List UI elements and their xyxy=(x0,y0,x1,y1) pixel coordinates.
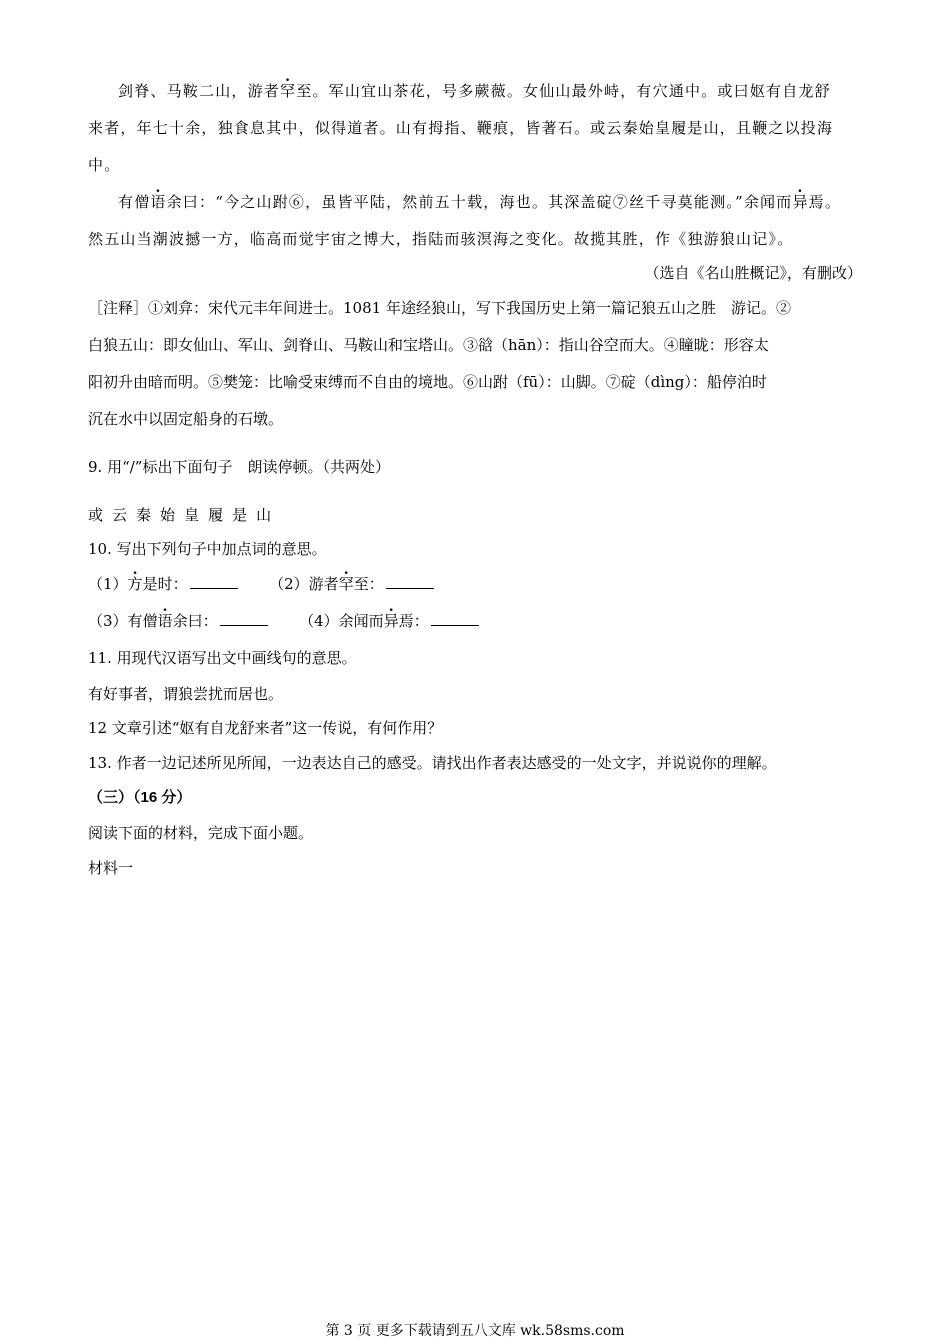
sentence-char: 或 xyxy=(88,506,104,524)
passage-text: 焉。 xyxy=(808,193,842,211)
question-12: 12 文章引述“妪有自龙舒来者”这一传说，有何作用？ xyxy=(88,719,443,737)
dotted-char: 罕 xyxy=(338,575,354,593)
sentence-char: 始 xyxy=(160,506,176,524)
passage-text: 有僧 xyxy=(118,193,151,211)
sentence-char: 云 xyxy=(112,506,128,524)
sub-question-text: 是时： xyxy=(142,575,188,593)
question-13: 13. 作者一边记述所见所闻，一边表达自己的感受。请找出作者表达感受的一处文字，并说说你的理解。 xyxy=(88,754,777,772)
sentence-char: 是 xyxy=(232,506,248,524)
sub-question-text: 余曰： xyxy=(172,612,218,630)
answer-blank[interactable] xyxy=(190,574,238,589)
dotted-char: 语 xyxy=(150,193,167,211)
note-line: 阳初升由暗而明。⑤樊笼：比喻受束缚而不自由的境地。⑥山跗（fū）：山脚。⑦碇（dìng）：船停泊时 xyxy=(88,373,767,391)
sub-question-label: （1） xyxy=(88,575,128,593)
question-11-sentence: 有好事者，谓狼尝扰而居也。 xyxy=(88,685,284,703)
question-10-row xyxy=(88,610,862,632)
passage-line: 然五山当潮波撼一方，临高而觉宇宙之博大，指陆而骇溟海之变化。故揽其胜，作《独游狼山记》。 xyxy=(88,230,794,248)
sentence-char: 皇 xyxy=(184,506,200,524)
question-9: 9. 用“/”标出下面句子 朗读停顿。（共两处） xyxy=(88,458,390,476)
dotted-char: 异 xyxy=(792,193,809,211)
sub-question-label: （2）游者 xyxy=(269,575,339,593)
section-instruction: 阅读下面的材料，完成下面小题。 xyxy=(88,824,314,842)
dotted-char: 异 xyxy=(383,612,399,630)
dotted-char: 罕 xyxy=(280,82,297,100)
sub-question-text: 焉： xyxy=(398,612,429,630)
note-line: 白狼五山：即女仙山、军山、剑脊山、马鞍山和宝塔山。③谽（hān）：指山谷空而大。④瞳昽：形容太 xyxy=(88,336,769,354)
passage-line xyxy=(118,80,862,102)
passage-text: 至。军山宜山茶花，号多蕨薇。女仙山最外峙，有穴通中。或曰妪有自龙舒 xyxy=(296,82,831,100)
question-10: 10. 写出下列句子中加点词的意思。 xyxy=(88,540,327,558)
passage-line: 中。 xyxy=(88,156,121,174)
sub-question-label: （4）余闻而 xyxy=(299,612,384,630)
sub-question-text: 至： xyxy=(353,575,384,593)
material-label: 材料一 xyxy=(88,859,134,877)
question-9-sentence xyxy=(88,504,862,526)
sentence-char: 履 xyxy=(208,506,224,524)
sentence-char: 秦 xyxy=(136,506,152,524)
passage-text: 余曰：“今之山跗⑥，虽皆平陆，然前五十载，海也。其深盖碇⑦丝千寻莫能测。”余闻而 xyxy=(166,193,793,211)
sub-question-label: （3）有僧 xyxy=(88,612,158,630)
question-10-row xyxy=(88,573,862,595)
source-citation: （选自《名山胜概记》，有删改） xyxy=(644,264,862,282)
page-footer: 第 3 页 更多下载请到五八文库 wk.58sms.com xyxy=(325,1323,625,1339)
dotted-char: 方 xyxy=(127,575,143,593)
question-11: 11. 用现代汉语写出文中画线句的意思。 xyxy=(88,649,357,667)
passage-line xyxy=(118,191,880,213)
note-line: ［注释］①刘弇：宋代元丰年间进士。1081 年途经狼山，写下我国历史上第一篇记狼五山之胜 游记。② xyxy=(88,299,791,317)
sentence-char: 山 xyxy=(256,506,272,524)
note-line: 沉在水中以固定船身的石墩。 xyxy=(88,410,284,428)
section-heading: （三）（16 分） xyxy=(88,789,192,806)
answer-blank[interactable] xyxy=(431,611,479,626)
answer-blank[interactable] xyxy=(386,574,434,589)
passage-line: 来者，年七十余，独食息其中，似得道者。山有拇指、鞭痕，皆著石。或云秦始皇履是山，且鞭之以投海 xyxy=(88,119,834,137)
passage-text: 剑脊、马鞍二山，游者 xyxy=(118,82,281,100)
answer-blank[interactable] xyxy=(220,611,268,626)
dotted-char: 语 xyxy=(157,612,173,630)
